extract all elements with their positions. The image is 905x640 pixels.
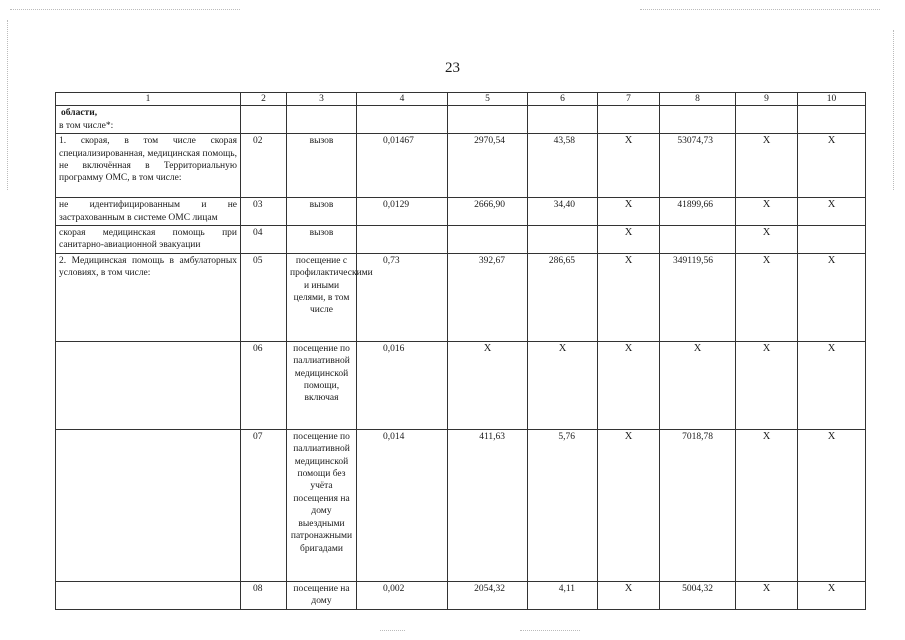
column-number-8: 8 xyxy=(660,93,736,106)
table-cell: Х xyxy=(598,581,660,609)
table-cell: 0,0129 xyxy=(357,198,448,226)
table-cell-label xyxy=(56,106,241,134)
table-cell: посещение с профилактическими и иными целями, в том числе xyxy=(287,253,357,341)
table-cell: 06 xyxy=(241,341,287,429)
table-cell: 04 xyxy=(241,226,287,254)
table-cell: Х xyxy=(448,341,528,429)
column-number-6: 6 xyxy=(528,93,598,106)
table-cell xyxy=(357,106,448,134)
table-cell: 4,11 xyxy=(528,581,598,609)
table-cell: 349119,56 xyxy=(660,253,736,341)
column-number-5: 5 xyxy=(448,93,528,106)
table-cell: 43,58 xyxy=(528,134,598,198)
scan-artifact xyxy=(893,30,894,190)
table-row xyxy=(56,106,866,134)
table-cell: посещение на дому xyxy=(287,581,357,609)
table-cell xyxy=(798,106,866,134)
scan-artifact xyxy=(10,9,240,10)
table-cell xyxy=(660,226,736,254)
table-cell-label: 1. скорая, в том числе скорая специализированная, медицинская помощь, не включённая в Территориальную программу ОМС, в том числе: xyxy=(56,134,241,198)
table-cell xyxy=(241,106,287,134)
data-table xyxy=(55,92,866,610)
table-cell: Х xyxy=(798,429,866,581)
table-cell: Х xyxy=(736,198,798,226)
table-row xyxy=(56,134,866,198)
page-number: 23 xyxy=(445,60,460,76)
table-cell: 05 xyxy=(241,253,287,341)
table-cell: 7018,78 xyxy=(660,429,736,581)
table-cell: 02 xyxy=(241,134,287,198)
table-cell: 0,002 xyxy=(357,581,448,609)
table-cell: Х xyxy=(736,341,798,429)
column-number-10: 10 xyxy=(798,93,866,106)
table-cell: 5004,32 xyxy=(660,581,736,609)
table-cell: 286,65 xyxy=(528,253,598,341)
table-cell: 34,40 xyxy=(528,198,598,226)
table-cell xyxy=(798,226,866,254)
table-cell: Х xyxy=(798,341,866,429)
scan-artifact xyxy=(640,9,880,10)
table-row xyxy=(56,429,866,581)
table-cell xyxy=(528,106,598,134)
table-cell: Х xyxy=(598,226,660,254)
table-cell xyxy=(660,106,736,134)
table-cell: 53074,73 xyxy=(660,134,736,198)
table-cell: Х xyxy=(736,429,798,581)
table-row xyxy=(56,341,866,429)
table-cell: 2666,90 xyxy=(448,198,528,226)
table-cell: 0,01467 xyxy=(357,134,448,198)
scan-artifact xyxy=(380,630,405,631)
column-number-4: 4 xyxy=(357,93,448,106)
column-number-2: 2 xyxy=(241,93,287,106)
table-cell: Х xyxy=(598,198,660,226)
table-cell: Х xyxy=(736,134,798,198)
scan-artifact xyxy=(7,20,8,190)
table-cell: 411,63 xyxy=(448,429,528,581)
table-cell-label xyxy=(56,581,241,609)
table-row xyxy=(56,581,866,609)
table-cell: Х xyxy=(736,581,798,609)
table-cell: 08 xyxy=(241,581,287,609)
table-cell: посещение по паллиативной медицинской помощи, включая xyxy=(287,341,357,429)
column-number-3: 3 xyxy=(287,93,357,106)
table-cell: 5,76 xyxy=(528,429,598,581)
table-cell: Х xyxy=(736,253,798,341)
table-cell-label: не идентифицированным и не застрахованным в системе ОМС лицам xyxy=(56,198,241,226)
table-cell xyxy=(357,226,448,254)
column-number-row xyxy=(56,93,866,106)
table-cell xyxy=(287,106,357,134)
table-cell: 2970,54 xyxy=(448,134,528,198)
table-cell: вызов xyxy=(287,198,357,226)
column-number-9: 9 xyxy=(736,93,798,106)
table-cell-label: 2. Медицинская помощь в амбулаторных условиях, в том числе: xyxy=(56,253,241,341)
table-cell: Х xyxy=(798,253,866,341)
table-cell: Х xyxy=(660,341,736,429)
table-cell: посещение по паллиативной медицинской помощи без учёта посещения на дому выездными патронажными бригадами xyxy=(287,429,357,581)
table-cell xyxy=(448,106,528,134)
table-cell: Х xyxy=(736,226,798,254)
table-cell-label xyxy=(56,341,241,429)
table-cell: 03 xyxy=(241,198,287,226)
table-cell: 41899,66 xyxy=(660,198,736,226)
table-cell: Х xyxy=(798,198,866,226)
table-row xyxy=(56,198,866,226)
table-row xyxy=(56,226,866,254)
table-cell: вызов xyxy=(287,226,357,254)
table-row xyxy=(56,253,866,341)
table-cell: Х xyxy=(798,134,866,198)
table-cell: вызов xyxy=(287,134,357,198)
table-cell xyxy=(448,226,528,254)
table-cell: Х xyxy=(598,134,660,198)
table-cell: 0,73 xyxy=(357,253,448,341)
table-cell: Х xyxy=(598,253,660,341)
table-cell-label: скорая медицинская помощь при санитарно-авиационной эвакуации xyxy=(56,226,241,254)
section-subtitle: в том числе*: xyxy=(59,120,114,131)
table-cell xyxy=(598,106,660,134)
table-cell-label xyxy=(56,429,241,581)
table-cell: Х xyxy=(598,341,660,429)
table-cell: Х xyxy=(798,581,866,609)
section-title: области, xyxy=(61,108,98,119)
table-cell xyxy=(528,226,598,254)
table-cell: 2054,32 xyxy=(448,581,528,609)
scan-artifact xyxy=(520,630,580,631)
table-cell: Х xyxy=(598,429,660,581)
table-cell: 0,014 xyxy=(357,429,448,581)
table-cell: 07 xyxy=(241,429,287,581)
table-cell: 392,67 xyxy=(448,253,528,341)
column-number-7: 7 xyxy=(598,93,660,106)
column-number-1: 1 xyxy=(56,93,241,106)
table-cell: Х xyxy=(528,341,598,429)
table-cell xyxy=(736,106,798,134)
table-cell: 0,016 xyxy=(357,341,448,429)
